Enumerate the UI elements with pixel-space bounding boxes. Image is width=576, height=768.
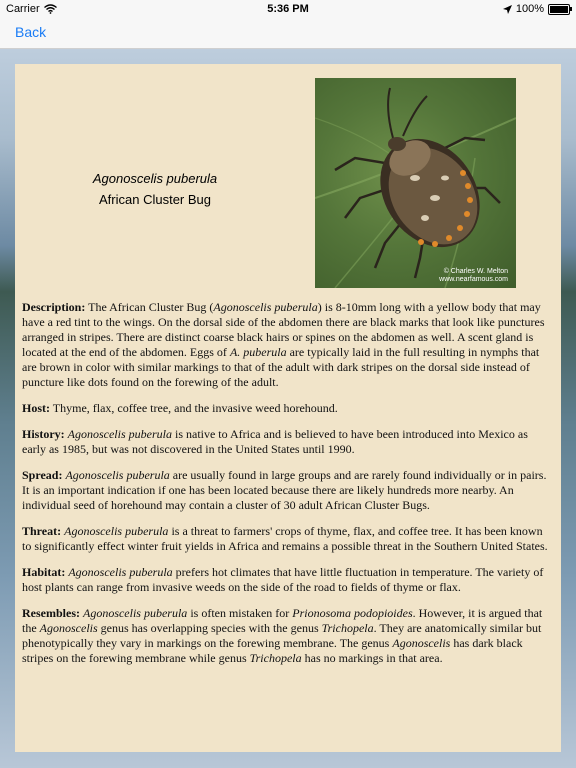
spread-paragraph bbox=[22, 468, 554, 513]
habitat-paragraph bbox=[22, 565, 554, 595]
resembles-text: has no markings in that area. bbox=[301, 651, 443, 665]
resembles-italic: Trichopela bbox=[249, 651, 302, 665]
resembles-text: has dark black stripes on the forewing membrane while genus bbox=[22, 636, 523, 665]
species-description-text bbox=[22, 300, 554, 677]
photo-credit-line2: www.nearfamous.com bbox=[439, 276, 508, 283]
history-label: History: bbox=[22, 427, 65, 441]
resembles-italic: Agonoscelis bbox=[392, 636, 451, 650]
resembles-paragraph bbox=[22, 606, 554, 666]
resembles-text: . They are anatomically similar but phenotypically they vary in markings on the forewing membrane. The genus bbox=[22, 621, 542, 650]
history-italic: Agonoscelis puberula bbox=[67, 427, 172, 441]
carrier-label: Carrier bbox=[6, 3, 40, 15]
description-paragraph bbox=[22, 300, 554, 390]
description-italic: Agonoscelis puberula bbox=[213, 300, 318, 314]
resembles-text: is often mistaken for bbox=[187, 606, 293, 620]
species-photo bbox=[315, 78, 516, 288]
navigation-bar bbox=[0, 20, 576, 49]
location-arrow-icon bbox=[503, 5, 512, 14]
threat-text: is a threat to farmers' crops of thyme, flax, and coffee tree. It has been known to significantly effect winter fruit yields in Africa and remains a possible threat in the Southern United States. bbox=[22, 524, 548, 553]
history-text: is native to Africa and is believed to have been introduced into Mexico as early as 1985, but was not discovered in the United States until 1990. bbox=[22, 427, 528, 456]
history-paragraph bbox=[22, 427, 554, 457]
description-text: ) is 8-10mm long with a yellow body that may have a red tint to the wings. On the dorsal side of the abdomen there are black marks that look like punctures arranged in stripes. There are distinct coarse black hairs or spines on the abdomen as well. A scent gland is located at the end of the abdomen. Eggs of bbox=[22, 300, 545, 359]
resembles-italic: Agonoscelis bbox=[39, 621, 98, 635]
stink-bug-illustration bbox=[315, 78, 516, 288]
photo-credit-line1: © Charles W. Melton bbox=[443, 268, 508, 275]
threat-paragraph bbox=[22, 524, 554, 554]
status-bar bbox=[0, 0, 576, 20]
status-time: 5:36 PM bbox=[267, 3, 309, 15]
species-detail-card bbox=[15, 64, 561, 752]
habitat-label: Habitat: bbox=[22, 565, 66, 579]
spread-text: are usually found in large groups and are rarely found individually or in pairs. It is an important indication if one has been located because there are likely hundreds more nearby. An individual seed of horehound may contain a cluster of 30 adult African Cluster Bugs. bbox=[22, 468, 547, 512]
description-italic: A. puberula bbox=[229, 345, 287, 359]
scientific-name: Agonoscelis puberula bbox=[92, 171, 218, 186]
host-text: Thyme, flax, coffee tree, and the invasive weed horehound. bbox=[50, 401, 338, 415]
resembles-italic: Agonoscelis puberula bbox=[82, 606, 188, 620]
spread-italic: Agonoscelis puberula bbox=[65, 468, 170, 482]
resembles-text: genus has overlapping species with the genus bbox=[97, 621, 322, 635]
resembles-italic: Trichopela bbox=[321, 621, 374, 635]
battery-percent: 100% bbox=[515, 3, 544, 15]
threat-italic: Agonoscelis puberula bbox=[64, 524, 169, 538]
description-text: The African Cluster Bug ( bbox=[85, 300, 214, 314]
threat-label: Threat: bbox=[22, 524, 62, 538]
common-name: African Cluster Bug bbox=[99, 192, 211, 207]
resembles-label: Resembles: bbox=[22, 606, 80, 620]
species-header bbox=[15, 168, 295, 210]
photo-credit bbox=[439, 268, 508, 284]
description-text: are typically laid in the full resulting in nymphs that are brown in color with similar markings to that of the adult with dark stripes on the dorsal side instead of puncture like dots found on the forewing of the adult. bbox=[22, 345, 540, 389]
status-right bbox=[503, 3, 570, 15]
battery-icon bbox=[548, 4, 570, 15]
host-paragraph bbox=[22, 401, 554, 416]
resembles-italic: Prionosoma podopioides bbox=[292, 606, 413, 620]
spread-label: Spread: bbox=[22, 468, 63, 482]
description-label: Description: bbox=[22, 300, 86, 314]
host-label: Host: bbox=[22, 401, 50, 415]
habitat-italic: Agonoscelis puberula bbox=[68, 565, 173, 579]
resembles-text: . However, it is argued that the bbox=[22, 606, 543, 635]
habitat-text: prefers hot climates that have little fluctuation in temperature. The variety of host plants can range from invasive weeds on the side of the road to fields of thyme or flax. bbox=[22, 565, 544, 594]
back-button[interactable]: Back bbox=[15, 24, 47, 40]
